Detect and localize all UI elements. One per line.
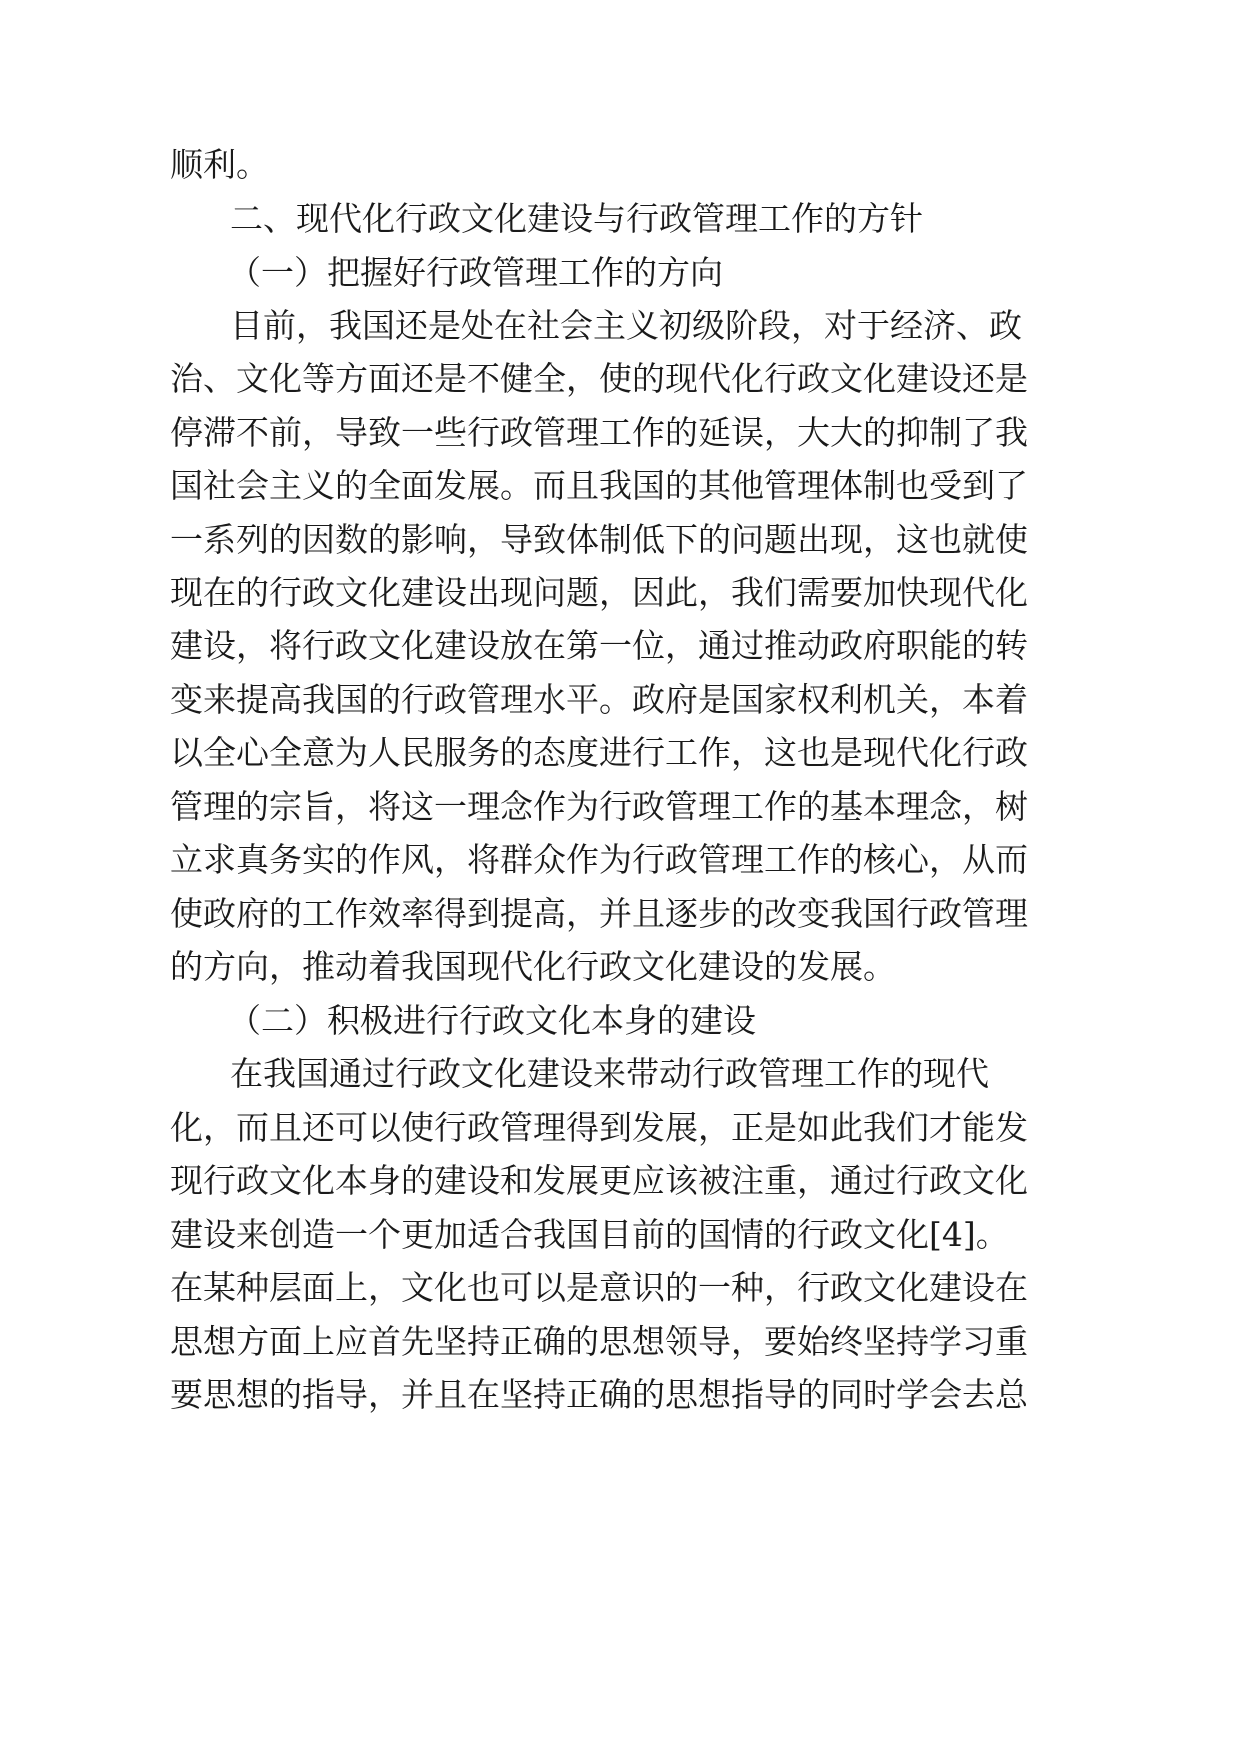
text-line: 建设来创造一个更加适合我国目前的国情的行政文化[4]。 (170, 1215, 1009, 1254)
text-line: 使政府的工作效率得到提高，并且逐步的改变我国行政管理 (170, 894, 1028, 933)
text-line: 治、文化等方面还是不健全，使的现代化行政文化建设还是 (170, 359, 1028, 398)
subsection-heading: （二）积极进行行政文化本身的建设 (228, 1001, 756, 1040)
text-line: 目前，我国还是处在社会主义初级阶段，对于经济、政 (230, 306, 1022, 345)
text-line: 变来提高我国的行政管理水平。政府是国家权利机关，本着 (170, 680, 1028, 719)
text-line: 思想方面上应首先坚持正确的思想领导，要始终坚持学习重 (170, 1322, 1028, 1361)
subsection-heading: （一）把握好行政管理工作的方向 (228, 253, 723, 292)
text-line: 化，而且还可以使行政管理得到发展，正是如此我们才能发 (170, 1108, 1028, 1147)
text-line: 停滞不前，导致一些行政管理工作的延误，大大的抑制了我 (170, 413, 1028, 452)
text-line: 在某种层面上，文化也可以是意识的一种，行政文化建设在 (170, 1268, 1028, 1307)
text-line: 国社会主义的全面发展。而且我国的其他管理体制也受到了 (170, 466, 1028, 505)
text-line: 建设，将行政文化建设放在第一位，通过推动政府职能的转 (170, 626, 1028, 665)
text-line: 管理的宗旨，将这一理念作为行政管理工作的基本理念，树 (170, 787, 1028, 826)
text-line: 现行政文化本身的建设和发展更应该被注重，通过行政文化 (170, 1161, 1028, 1200)
text-line: 一系列的因数的影响，导致体制低下的问题出现，这也就使 (170, 520, 1028, 559)
section-heading: 二、现代化行政文化建设与行政管理工作的方针 (230, 199, 923, 238)
text-line: 在我国通过行政文化建设来带动行政管理工作的现代 (230, 1054, 989, 1093)
text-line: 立求真务实的作风，将群众作为行政管理工作的核心，从而 (170, 840, 1028, 879)
text-line: 的方向，推动着我国现代化行政文化建设的发展。 (170, 947, 896, 986)
text-line: 以全心全意为人民服务的态度进行工作，这也是现代化行政 (170, 733, 1028, 772)
text-line: 要思想的指导，并且在坚持正确的思想指导的同时学会去总 (170, 1375, 1028, 1414)
text-line: 顺利。 (170, 145, 269, 184)
text-line: 现在的行政文化建设出现问题，因此，我们需要加快现代化 (170, 573, 1028, 612)
